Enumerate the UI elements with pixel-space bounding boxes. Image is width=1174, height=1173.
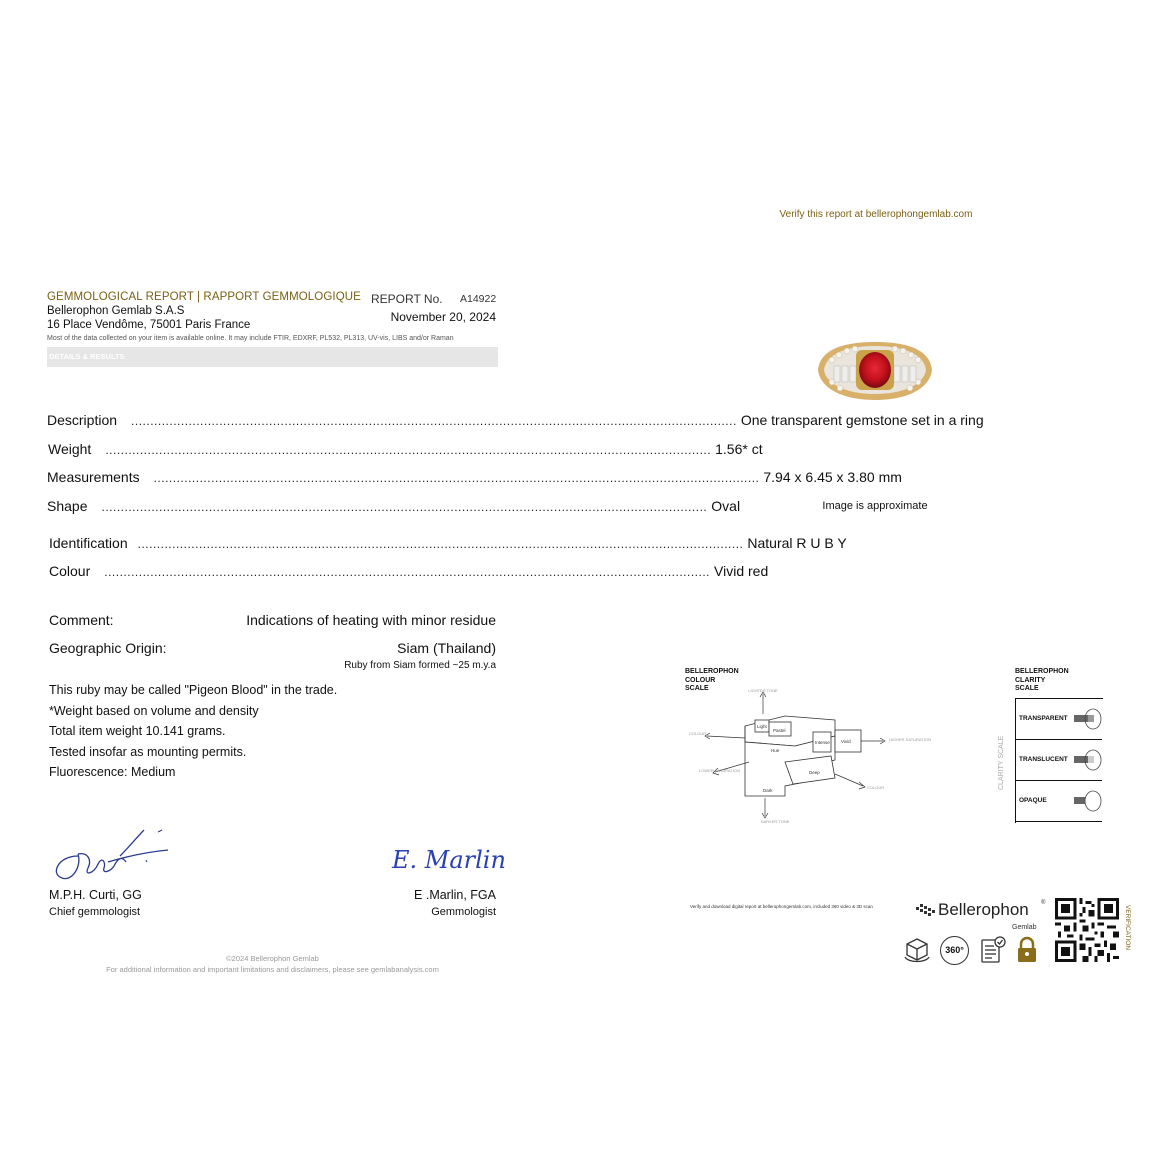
label-colour-left: COLOUR bbox=[689, 731, 707, 736]
origin-row bbox=[49, 640, 496, 656]
detail-value: 7.94 x 6.45 x 3.80 mm bbox=[763, 469, 902, 485]
brand-name: Bellerophon bbox=[938, 900, 1029, 919]
label-vivid: Vivid bbox=[841, 739, 851, 744]
detail-row-shape: Shape .............................................................................................................................................................. Oval bbox=[47, 498, 741, 514]
detail-value: 1.56* ct bbox=[715, 441, 763, 457]
clarity-axis-label: CLARITY SCALE bbox=[998, 735, 1005, 790]
comment-label: Comment: bbox=[49, 612, 114, 628]
company-name: Bellerophon Gemlab S.A.S bbox=[47, 305, 185, 317]
colour-scale-title: BELLEROPHON COLOUR SCALE bbox=[685, 668, 739, 692]
label-lower-saturation: LOWER SATURATION bbox=[699, 768, 740, 773]
clarity-row-translucent bbox=[1016, 740, 1102, 781]
label-lighter-tone: LIGHTER TONE bbox=[748, 688, 778, 693]
bellerophon-logo-icon bbox=[916, 903, 938, 919]
detail-value: Oval bbox=[711, 498, 741, 514]
clarity-scale-title: BELLEROPHON CLARITY SCALE bbox=[1015, 668, 1069, 692]
origin-note: Ruby from Siam formed ~25 m.y.a bbox=[344, 660, 496, 671]
verify-link[interactable]: Verify this report at bellerophongemlab.com bbox=[779, 209, 973, 220]
verification-label: VERIFICATION bbox=[1124, 905, 1131, 951]
label-colour-right: COLOUR bbox=[867, 785, 885, 790]
copyright: ©2024 Bellerophon Gemlab bbox=[226, 954, 319, 963]
registered-icon: ® bbox=[1041, 900, 1046, 906]
signature-marlin: E. Marlin bbox=[392, 846, 506, 874]
label-dark: Dark bbox=[763, 788, 773, 793]
3d-scan-icon[interactable] bbox=[902, 935, 932, 965]
detail-label: Weight bbox=[48, 441, 92, 457]
opaque-swatch bbox=[1072, 789, 1102, 813]
origin-value: Siam (Thailand) bbox=[397, 640, 496, 656]
lock-icon bbox=[1016, 936, 1038, 964]
signer-role: Gemmologist bbox=[431, 906, 496, 918]
report-date: November 20, 2024 bbox=[390, 310, 496, 324]
label-deep: Deep bbox=[809, 770, 820, 775]
label-light: Light bbox=[757, 724, 767, 729]
fine-print: Most of the data collected on your item is available online. It may include FTIR, EDXRF, PL532, PL313, UV-vis, LIBS and/or Raman bbox=[47, 335, 454, 342]
signer-role: Chief gemmologist bbox=[49, 906, 141, 918]
brand-sub: Gemlab bbox=[1012, 924, 1037, 931]
transparent-swatch bbox=[1072, 707, 1102, 731]
detail-label: Measurements bbox=[47, 469, 140, 485]
report-title: GEMMOLOGICAL REPORT | RAPPORT GEMMOLOGIQUE bbox=[47, 291, 361, 303]
detail-row-weight: Weight .............................................................................................................................................................. 1.56* ct bbox=[48, 441, 763, 457]
signer-name: M.P.H. Curti, GG bbox=[49, 888, 142, 902]
note-line: Tested insofar as mounting permits. bbox=[49, 745, 247, 759]
detail-value: Natural R U B Y bbox=[747, 535, 847, 551]
comment-row bbox=[49, 612, 496, 628]
certificate-icon[interactable] bbox=[979, 935, 1007, 965]
translucent-swatch bbox=[1072, 748, 1102, 772]
label-pastel: Pastel bbox=[773, 728, 786, 733]
label-intense: Intense bbox=[815, 740, 830, 745]
detail-value: Vivid red bbox=[714, 563, 769, 579]
clarity-level: OPAQUE bbox=[1019, 797, 1047, 804]
clarity-level: TRANSLUCENT bbox=[1019, 756, 1068, 763]
detail-row-identification: Identification .............................................................................................................................................................. Natural R U B Y bbox=[49, 535, 847, 551]
detail-label: Colour bbox=[49, 563, 91, 579]
detail-value: One transparent gemstone set in a ring bbox=[740, 412, 984, 428]
clarity-level: TRANSPARENT bbox=[1019, 715, 1068, 722]
label-hue: Hue bbox=[771, 748, 780, 753]
report-number: A14922 bbox=[460, 293, 497, 305]
image-caption: Image is approximate bbox=[822, 500, 928, 512]
note-line: Total item weight 10.141 grams. bbox=[49, 724, 226, 738]
label-higher-saturation: HIGHER SATURATION bbox=[889, 737, 931, 742]
section-title: DETAILS & RESULTS bbox=[49, 352, 125, 361]
note-line: Fluorescence: Medium bbox=[49, 765, 176, 779]
section-bar bbox=[47, 347, 498, 367]
clarity-row-transparent bbox=[1016, 699, 1102, 740]
signer-name: E .Marlin, FGA bbox=[414, 888, 496, 902]
detail-label: Identification bbox=[49, 535, 128, 551]
detail-row-colour: Colour .............................................................................................................................................................. Vivid red bbox=[49, 563, 769, 579]
clarity-row-opaque bbox=[1016, 781, 1102, 822]
detail-label: Description bbox=[47, 412, 118, 428]
comment-value: Indications of heating with minor residue bbox=[246, 612, 496, 628]
origin-label: Geographic Origin: bbox=[49, 640, 167, 656]
detail-row-description: Description .............................................................................................................................................................. One transparent gemstone set in a ring bbox=[47, 412, 984, 428]
verify-footer-text: Verify and download digital report at bellerophongemlab.com, included 360 video & 3D scan bbox=[690, 904, 873, 909]
report-number-label: REPORT No. bbox=[371, 292, 443, 306]
colour-scale-diagram bbox=[685, 686, 930, 826]
label-darker-tone: DARKER TONE bbox=[760, 819, 790, 824]
signature-curti bbox=[48, 826, 178, 884]
ring-image bbox=[812, 336, 938, 406]
note-line: This ruby may be called "Pigeon Blood" in the trade. bbox=[49, 683, 338, 697]
qr-code[interactable] bbox=[1055, 898, 1119, 962]
disclaimer: For additional information and important limitations and disclaimers, please see gemlabanalysis.com bbox=[106, 965, 439, 974]
detail-row-measurements: Measurements .............................................................................................................................................................. 7.94 x 6.45 x 3.80 mm bbox=[47, 469, 902, 485]
detail-label: Shape bbox=[47, 498, 88, 514]
360-video-icon[interactable]: 360° bbox=[940, 936, 969, 965]
note-line: *Weight based on volume and density bbox=[49, 704, 259, 718]
company-address: 16 Place Vendôme, 75001 Paris France bbox=[47, 319, 251, 331]
